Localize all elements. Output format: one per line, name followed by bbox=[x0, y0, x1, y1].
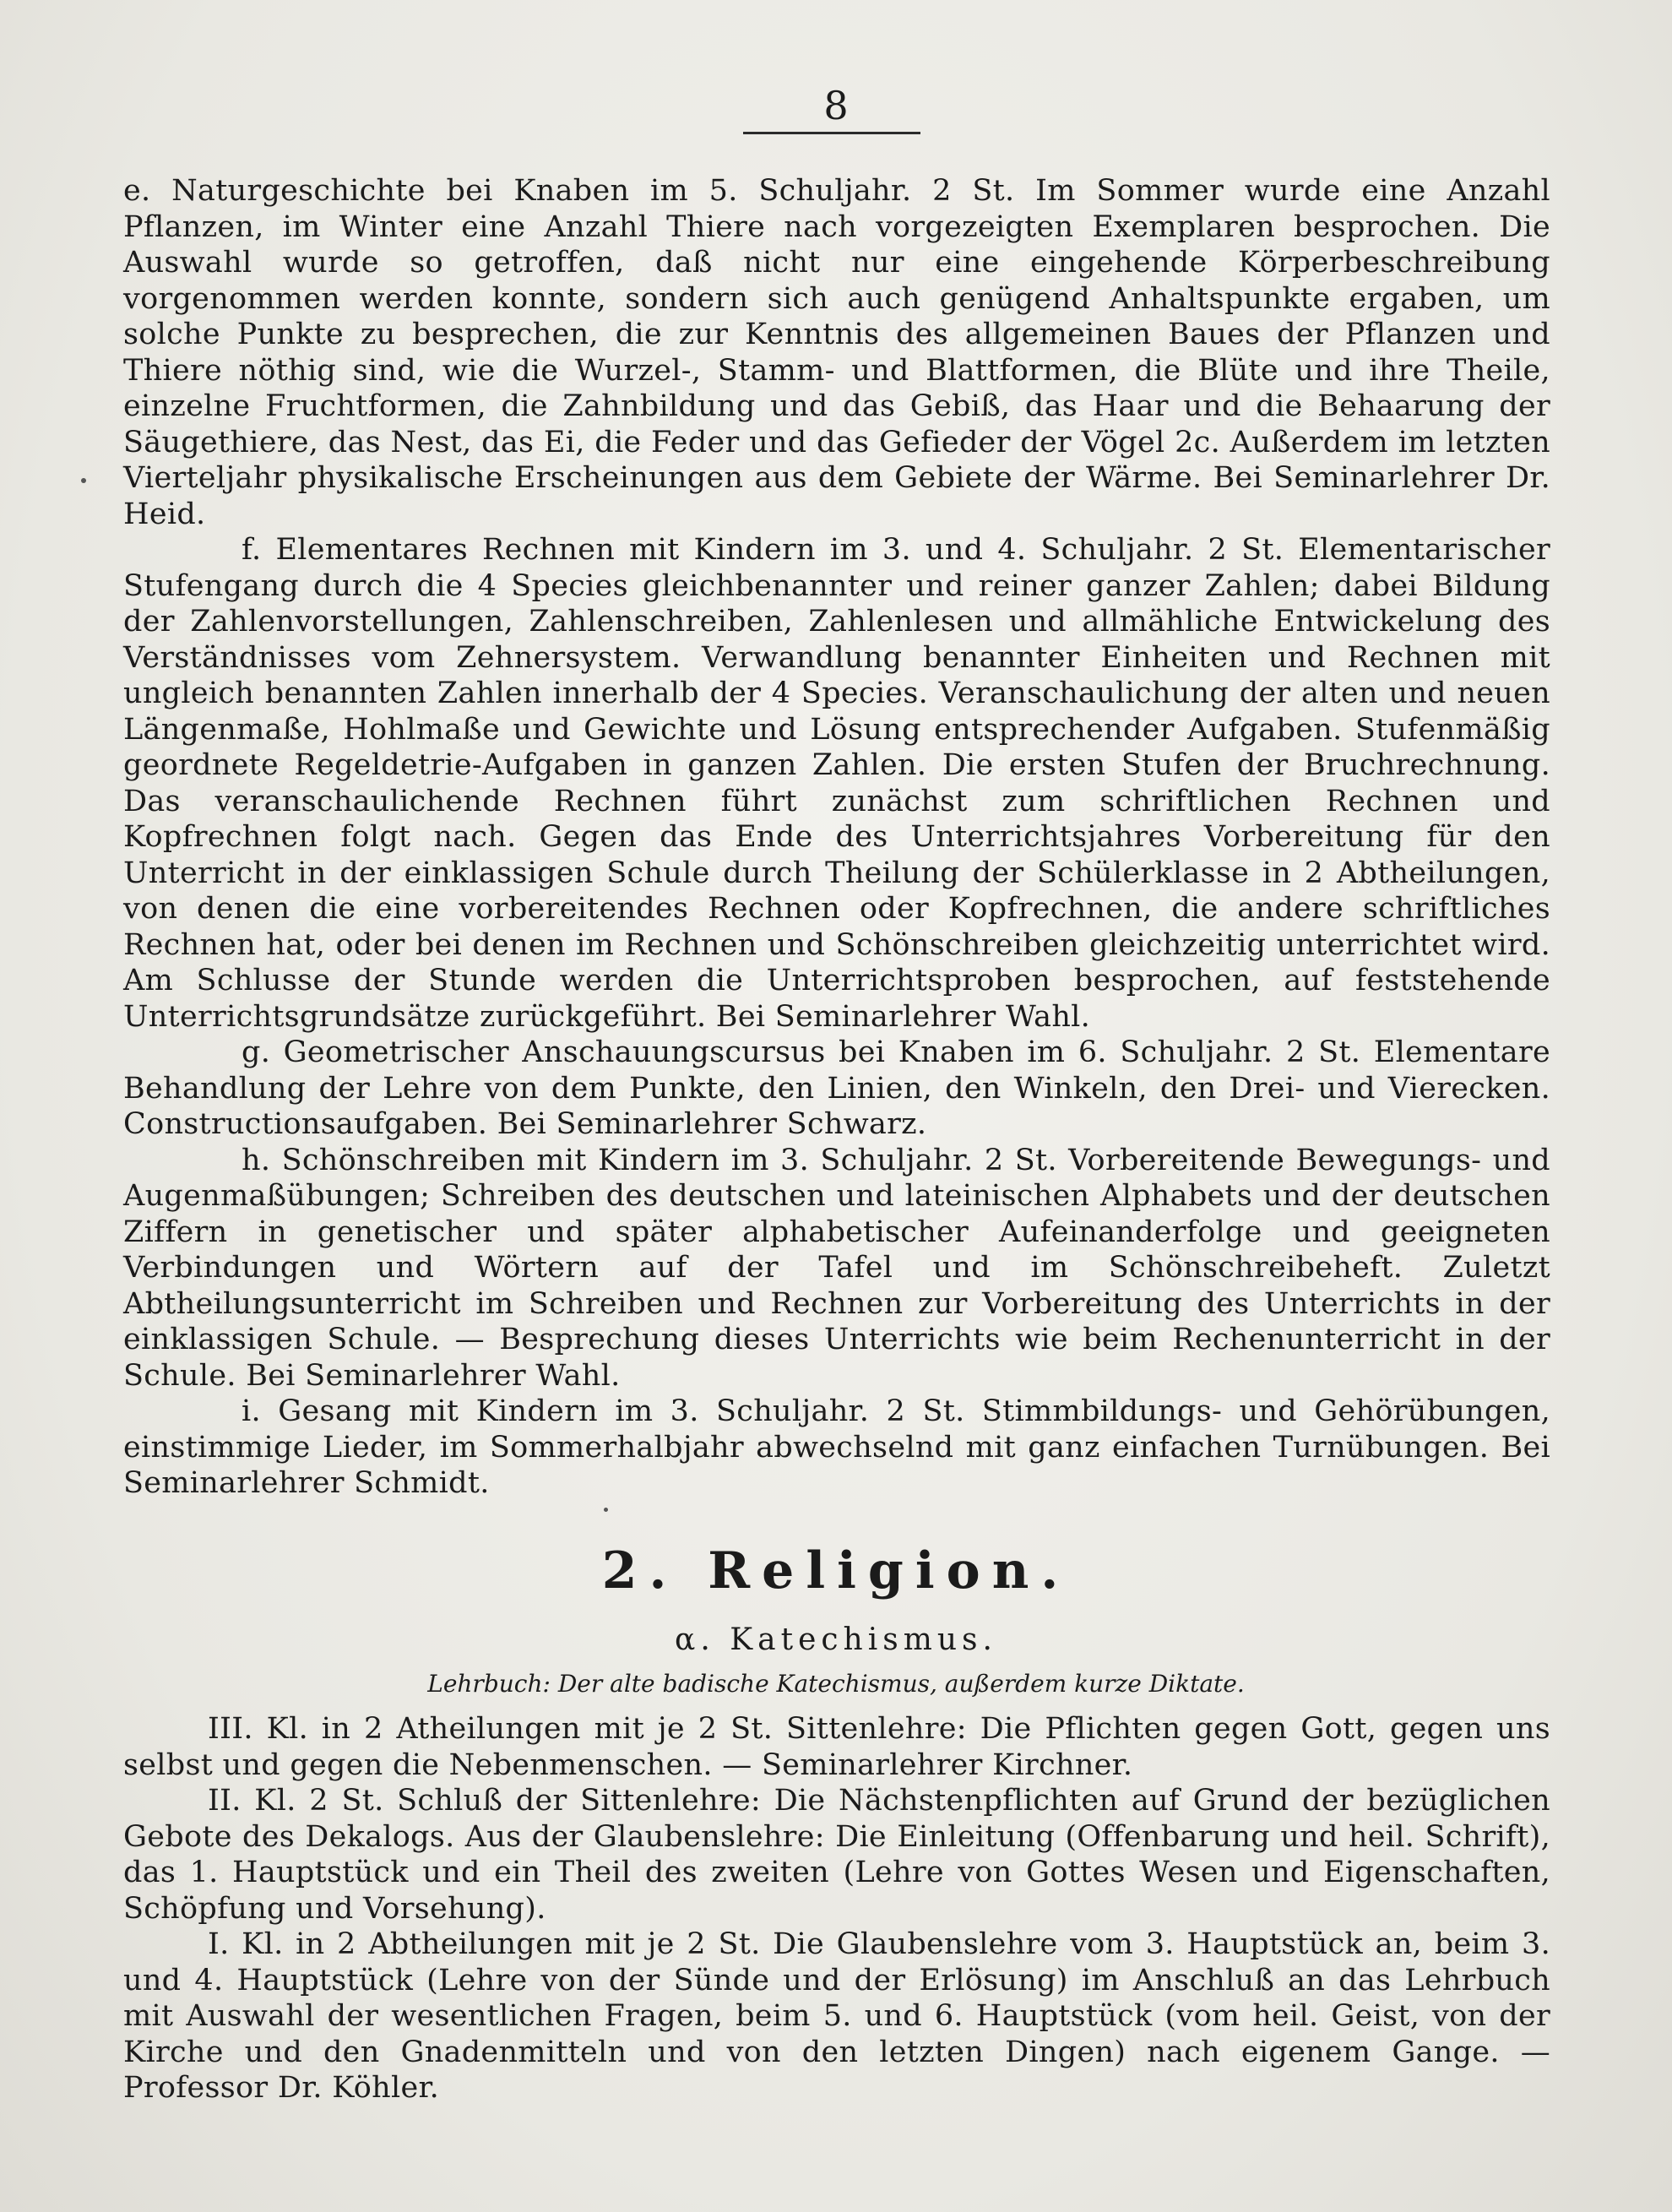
paragraph-geometrie: g. Geometrischer Anschauungscursus bei Knaben im 6. Schuljahr. 2 St. Elementare Behandlung der Lehre von dem Punkte, den Linien, den Winkeln, den Drei- und Vierecken. Constructionsaufgaben. Bei Seminarlehrer Schwarz. bbox=[123, 1035, 1550, 1141]
paragraph-klasse-2: II. Kl. 2 St. Schluß der Sittenlehre: Die Nächstenpflichten auf Grund der bezüglichen Gebote des Dekalogs. Aus der Glaubenslehre: Die Einleitung (Offenbarung und heil. Schrift), das 1. Hauptstück und ein Theil des zweiten (Lehre von Gottes Wesen und Eigenschaften, Schöpfung und Vorsehung). bbox=[123, 1784, 1550, 1926]
main-text-block bbox=[123, 173, 1550, 1502]
paragraph-schoenschreiben: h. Schönschreiben mit Kindern im 3. Schuljahr. 2 St. Vorbereitende Bewegungs- und Augenmaßübungen; Schreiben des deutschen und lateinischen Alphabets und der deutschen Ziffern in genetischer und später alphabetischer Aufeinanderfolge und geeigneten Verbindungen und Wörtern auf der Tafel und im Schönschreibeheft. Zuletzt Abtheilungsunterricht im Schreiben und Rechnen zur Vorbereitung des Unterrichts in der einklassigen Schule. — Besprechung dieses Unterrichts wie beim Rechenunterricht in der Schule. Bei Seminarlehrer Wahl. bbox=[123, 1143, 1550, 1393]
print-speck bbox=[81, 478, 86, 483]
subheading-katechismus: α. Katechismus. bbox=[675, 1622, 997, 1657]
paragraph-gesang: i. Gesang mit Kindern im 3. Schuljahr. 2 St. Stimmbildungs- und Gehörübungen, einstimmige Lieder, im Sommerhalbjahr abwechselnd mit ganz einfachen Turnübungen. Bei Seminarlehrer Schmidt. bbox=[123, 1394, 1550, 1500]
paragraph-klasse-1: I. Kl. in 2 Abtheilungen mit je 2 St. Die Glaubenslehre vom 3. Hauptstück an, beim 3. und 4. Hauptstück (Lehre von der Sünde und der Erlösung) im Anschluß an das Lehrbuch mit Auswahl der wesentlichen Fragen, beim 5. und 6. Hauptstück (vom heil. Geist, von der Kirche und den Gnadenmitteln und von den letzten Dingen) nach eigenem Gange. — Professor Dr. Köhler. bbox=[123, 1927, 1550, 2105]
print-speck bbox=[604, 1508, 608, 1512]
page-number: 8 bbox=[823, 83, 849, 128]
paragraph-klasse-3: III. Kl. in 2 Atheilungen mit je 2 St. Sittenlehre: Die Pflichten gegen Gott, gegen uns selbst und gegen die Nebenmenschen. — Seminarlehrer Kirchner. bbox=[123, 1712, 1550, 1782]
page-number-rule bbox=[743, 132, 920, 134]
section-heading-religion: 2. Religion. bbox=[601, 1541, 1071, 1601]
religion-text-block bbox=[123, 1711, 1550, 2106]
textbook-note: Lehrbuch: Der alte badische Katechismus, außerdem kurze Diktate. bbox=[427, 1670, 1245, 1698]
paragraph-naturgeschichte: e. Naturgeschichte bei Knaben im 5. Schuljahr. 2 St. Im Sommer wurde eine Anzahl Pflanzen, im Winter eine Anzahl Thiere nach vorgezeigten Exemplaren besprochen. Die Auswahl wurde so getroffen, daß nicht nur eine eingehende Körperbeschreibung vorgenommen werden konnte, sondern sich auch genügend Anhaltspunkte ergaben, um solche Punkte zu besprechen, die zur Kenntnis des allgemeinen Baues der Pflanzen und Thiere nöthig sind, wie die Wurzel-, Stamm- und Blattformen, die Blüte und ihre Theile, einzelne Fruchtformen, die Zahnbildung und das Gebiß, das Haar und die Behaarung der Säugethiere, das Nest, das Ei, die Feder und das Gefieder der Vögel 2c. Außerdem im letzten Vierteljahr physikalische Erscheinungen aus dem Gebiete der Wärme. Bei Seminarlehrer Dr. Heid. bbox=[123, 174, 1550, 531]
paragraph-rechnen: f. Elementares Rechnen mit Kindern im 3. und 4. Schuljahr. 2 St. Elementarischer Stufengang durch die 4 Species gleichbenannter und reiner ganzer Zahlen; dabei Bildung der Zahlenvorstellungen, Zahlenschreiben, Zahlenlesen und allmähliche Entwickelung des Verständnisses vom Zehnersystem. Verwandlung benannter Einheiten und Rechnen mit ungleich benannten Zahlen innerhalb der 4 Species. Veranschaulichung der alten und neuen Längenmaße, Hohlmaße und Gewichte und Lösung entsprechender Aufgaben. Stufenmäßig geordnete Regeldetrie-Aufgaben in ganzen Zahlen. Die ersten Stufen der Bruchrechnung. Das veranschaulichende Rechnen führt zunächst zum schriftlichen Rechnen und Kopfrechnen folgt nach. Gegen das Ende des Unterrichtsjahres Vorbereitung für den Unterricht in der einklassigen Schule durch Theilung der Schülerklasse in 2 Abtheilungen, von denen die eine vorbereitendes Rechnen oder Kopfrechnen, die andere schriftliches Rechnen hat, oder bei denen im Rechnen und Schönschreiben gleichzeitig unterrichtet wird. Am Schlusse der Stunde werden die Unterrichtsproben besprochen, auf feststehende Unterrichtsgrundsätze zurückgeführt. Bei Seminarlehrer Wahl. bbox=[123, 533, 1550, 1034]
